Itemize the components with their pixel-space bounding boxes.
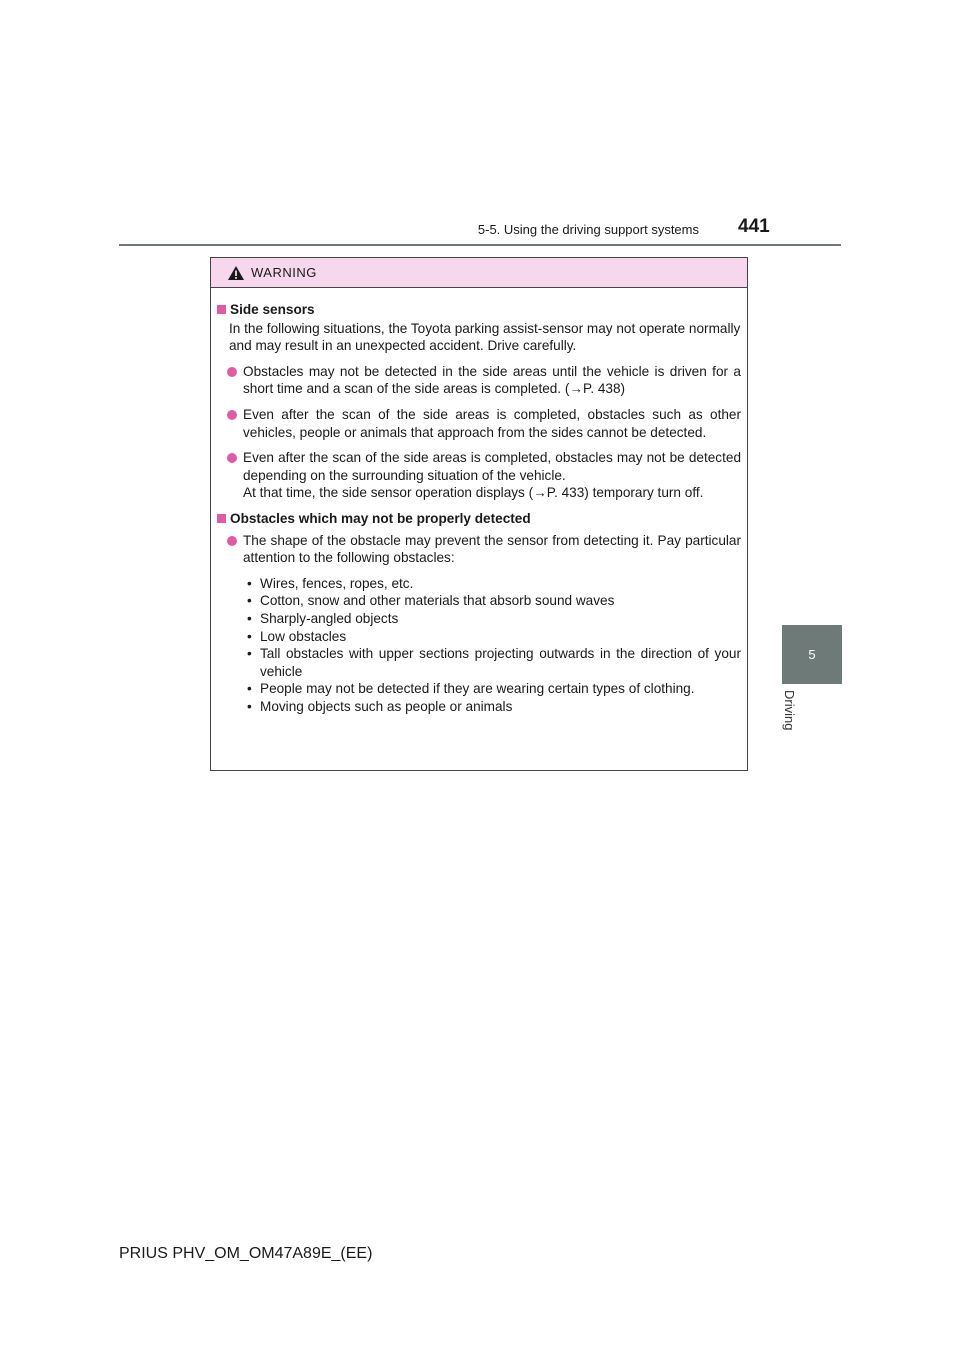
header-divider	[119, 244, 841, 246]
chapter-number: 5	[808, 647, 816, 662]
warning-box	[210, 257, 748, 771]
chapter-tab[interactable]	[782, 625, 842, 684]
list-item: Even after the scan of the side areas is completed, obstacles may not be detected depending on the surrounding situation of the vehicle. At that time, the side sensor operation displays (→P. 433) temporary turn off.	[217, 449, 741, 502]
warning-header	[211, 258, 747, 288]
circle-bullet-icon	[227, 453, 237, 463]
list-item: Even after the scan of the side areas is completed, obstacles such as other vehicles, people or animals that approach from the sides cannot be detected.	[217, 406, 741, 441]
list-item: • Wires, fences, ropes, etc.	[247, 575, 414, 591]
square-bullet-icon	[217, 305, 226, 314]
section-title: 5-5. Using the driving support systems	[477, 222, 699, 237]
list-item: • Moving objects such as people or animals	[247, 698, 513, 714]
obstacle-list	[247, 575, 741, 716]
list-item: • Tall obstacles with upper sections projecting outwards in the direction of your vehicle	[247, 646, 741, 679]
circle-bullet-icon	[227, 536, 237, 546]
chapter-title-label	[782, 690, 802, 742]
list-item: • Low obstacles	[247, 628, 347, 644]
list-item: The shape of the obstacle may prevent the sensor from detecting it. Pay particular attention to the following obstacles:	[217, 532, 741, 567]
document-code: PRIUS PHV_OM_OM47A89E_(EE)	[119, 1245, 373, 1262]
intro-paragraph: In the following situations, the Toyota parking assist-sensor may not operate normally and may result in an unexpected accident. Drive carefully.	[229, 320, 741, 354]
circle-bullet-icon	[227, 367, 237, 377]
section-heading-side-sensors: Side sensors	[217, 301, 741, 319]
list-item: • Sharply-angled objects	[247, 610, 399, 626]
circle-bullet-icon	[227, 410, 237, 420]
square-bullet-icon	[217, 514, 226, 523]
chapter-title: Driving	[782, 690, 797, 731]
warning-triangle-icon	[227, 265, 245, 281]
list-item: • Cotton, snow and other materials that absorb sound waves	[247, 593, 615, 609]
list-item: Obstacles may not be detected in the side areas until the vehicle is driven for a short time and a scan of the side areas is completed. (→P. 438)	[217, 363, 741, 398]
list-item: • People may not be detected if they are wearing certain types of clothing.	[247, 681, 695, 697]
page-number: 441	[738, 216, 770, 237]
warning-body	[211, 288, 747, 715]
warning-title: WARNING	[251, 265, 317, 280]
section-heading-obstacles: Obstacles which may not be properly detected	[217, 510, 741, 528]
